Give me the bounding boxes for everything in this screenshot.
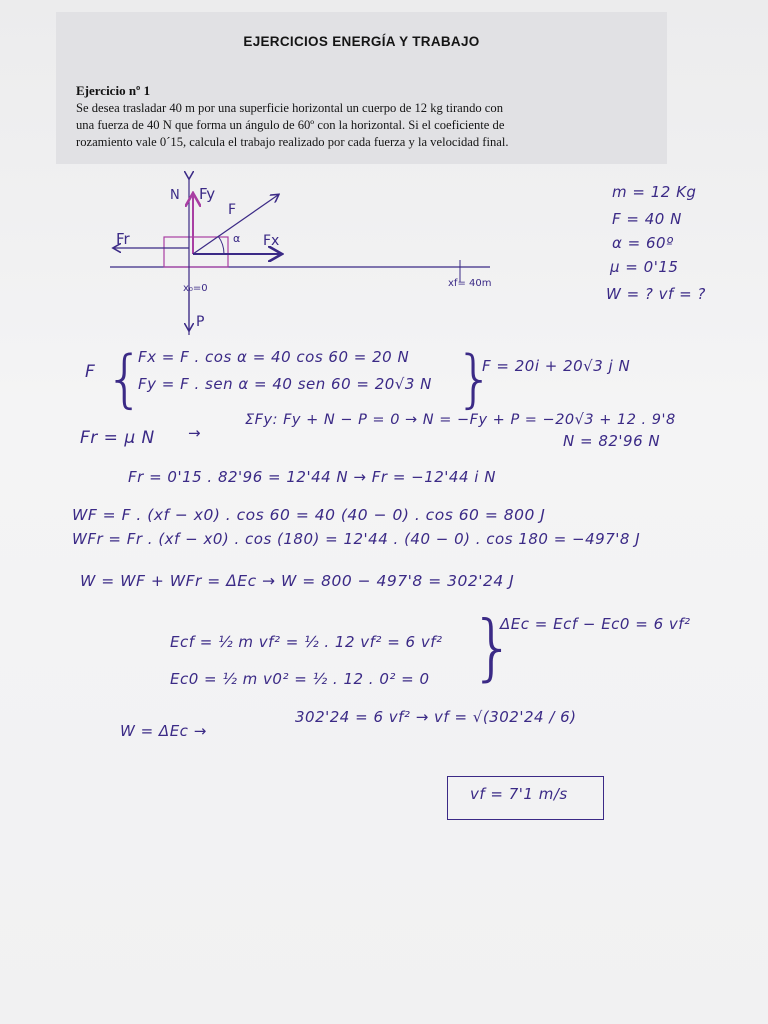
friction-definition: Fr = μ N <box>80 428 155 448</box>
label-f: F <box>228 202 237 218</box>
free-body-diagram <box>100 170 520 340</box>
statement-line: una fuerza de 40 N que forma un ángulo de 60º con la horizontal. Si el coeficiente de <box>76 118 505 132</box>
statement-line: rozamiento vale 0´15, calcula el trabajo realizado por cada fuerza y la velocidad final. <box>76 135 509 149</box>
label-alpha: α <box>233 232 241 245</box>
given-angle: α = 60º <box>612 234 674 252</box>
work-f-equation: WF = F . (xf − x0) . cos 60 = 40 (40 − 0) . cos 60 = 800 J <box>72 506 546 524</box>
label-fr: Fr <box>116 230 130 248</box>
final-velocity: vf = 7'1 m/s <box>470 785 568 803</box>
friction-value: Fr = 0'15 . 82'96 = 12'44 N → Fr = −12'44 i N <box>128 468 496 486</box>
label-p: P <box>196 314 205 330</box>
label-x0: x₀=0 <box>183 283 208 294</box>
force-symbol: F <box>85 362 96 382</box>
right-brace: } <box>455 342 495 415</box>
velocity-solution: 302'24 = 6 vf² → vf = √(302'24 / 6) <box>295 708 577 726</box>
work-fr-equation: WFr = Fr . (xf − x0) . cos (180) = 12'44 . (40 − 0) . cos 180 = −497'8 J <box>72 530 641 548</box>
ec-initial-equation: Ec0 = ½ m v0² = ½ . 12 . 0² = 0 <box>170 670 430 688</box>
label-fy: Fy <box>199 185 216 203</box>
angle-arc <box>218 236 224 254</box>
statement-line: Se desea trasladar 40 m por una superficie horizontal un cuerpo de 12 kg tirando con <box>76 101 503 115</box>
total-work-equation: W = WF + WFr = ΔEc → W = 800 − 497'8 = 302'24 J <box>80 572 515 590</box>
energy-brace: } <box>470 605 516 689</box>
ec-final-equation: Ecf = ½ m vf² = ½ . 12 vf² = 6 vf² <box>170 633 443 651</box>
left-brace: { <box>105 342 145 415</box>
normal-value: N = 82'96 N <box>563 432 661 450</box>
problem-statement <box>76 100 656 151</box>
exercise-header <box>56 12 667 164</box>
page-title: EJERCICIOS ENERGÍA Y TRABAJO <box>243 34 480 49</box>
exercise-label: Ejercicio nº 1 <box>76 83 151 98</box>
sum-fy-equation: ΣFy: Fy + N − P = 0 → N = −Fy + P = −20√3 + 12 . 9'8 <box>245 412 676 428</box>
fy-equation: Fy = F . sen α = 40 sen 60 = 20√3 N <box>138 375 432 393</box>
given-friction: μ = 0'15 <box>610 258 679 276</box>
arrow: → <box>188 424 202 442</box>
label-xf: xf= 40m <box>448 278 492 289</box>
work-energy-theorem: W = ΔEc → <box>120 722 207 740</box>
given-mass: m = 12 Kg <box>612 183 697 201</box>
fx-equation: Fx = F . cos α = 40 cos 60 = 20 N <box>138 348 410 366</box>
delta-ec-equation: ΔEc = Ecf − Ec0 = 6 vf² <box>500 615 691 633</box>
label-fx: Fx <box>263 233 280 249</box>
given-unknowns: W = ? vf = ? <box>606 285 706 303</box>
label-n: N <box>170 188 180 203</box>
given-force: F = 40 N <box>612 210 682 228</box>
force-vector-equation: F = 20i + 20√3 j N <box>482 357 631 375</box>
